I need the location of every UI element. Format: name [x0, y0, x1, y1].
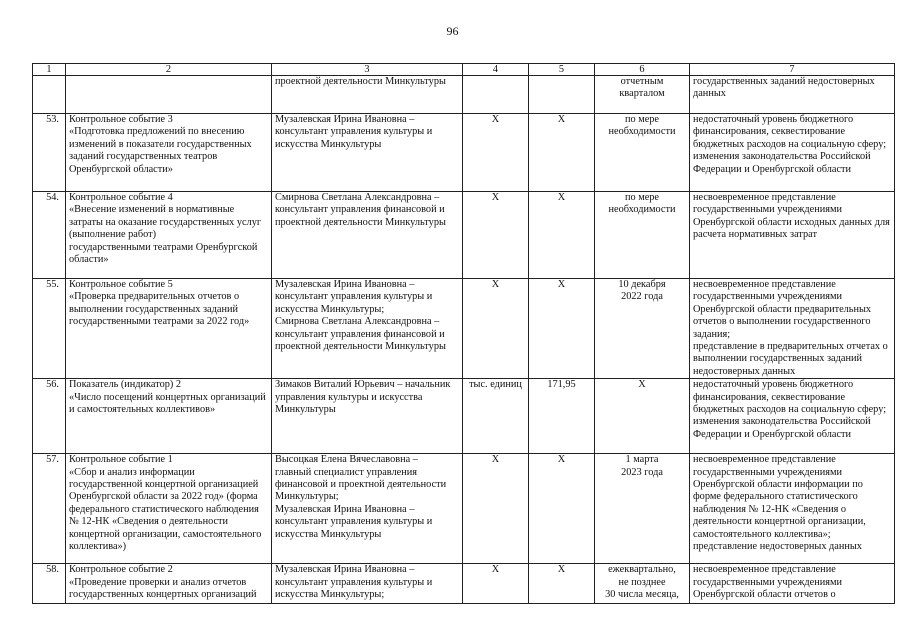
header-cell: 7	[690, 64, 895, 76]
value-cell: Х	[529, 454, 595, 564]
responsible-cell: Музалевская Ирина Ивановна – консультант управления культуры и искусства Минкультуры; Смирнова Светлана Александровна – консультант управления финансовой и проектной деятельности Минкультуры	[272, 279, 463, 379]
value-cell: Х	[529, 564, 595, 604]
unit-cell: Х	[463, 564, 529, 604]
event-cell: Контрольное событие 2 «Проведение проверки и анализ отчетов государственных концертных организаций	[66, 564, 272, 604]
row-number: 54.	[33, 192, 66, 279]
risk-cell: несвоевременное представление государственными учреждениями Оренбургской области предварительных отчетов о выполнении государственного задания; представление в предварительных отчетах о выполнении государственных заданий недостоверных данных	[690, 279, 895, 379]
responsible-cell: Музалевская Ирина Ивановна – консультант управления культуры и искусства Минкультуры;	[272, 564, 463, 604]
risk-cell: недостаточный уровень бюджетного финансирования, секвестирование бюджетных расходов на социальную сферу; изменения законодательства Российской Федерации и Оренбургской области	[690, 379, 895, 454]
event-cell: Контрольное событие 4 «Внесение изменений в нормативные затраты на оказание государственных услуг (выполнение работ) государственными театрами Оренбургской области»	[66, 192, 272, 279]
row-number: 58.	[33, 564, 66, 604]
table-row	[33, 564, 895, 604]
value-cell: Х	[529, 114, 595, 192]
table-row	[33, 114, 895, 192]
row-number	[33, 76, 66, 114]
unit-cell: Х	[463, 192, 529, 279]
value-cell: 171,95	[529, 379, 595, 454]
table-row	[33, 379, 895, 454]
header-cell: 4	[463, 64, 529, 76]
header-cell: 3	[272, 64, 463, 76]
term-cell: 10 декабря 2022 года	[595, 279, 690, 379]
term-cell: 1 марта 2023 года	[595, 454, 690, 564]
unit-cell: Х	[463, 114, 529, 192]
unit-cell: Х	[463, 279, 529, 379]
responsible-cell: Музалевская Ирина Ивановна – консультант управления культуры и искусства Минкультуры	[272, 114, 463, 192]
responsible-cell: Смирнова Светлана Александровна – консультант управления финансовой и проектной деятельности Минкультуры	[272, 192, 463, 279]
header-cell: 2	[66, 64, 272, 76]
table-row	[33, 192, 895, 279]
event-cell: Показатель (индикатор) 2 «Число посещений концертных организаций и самостоятельных коллективов»	[66, 379, 272, 454]
value-cell: Х	[529, 279, 595, 379]
page-number: 96	[446, 24, 459, 38]
risk-cell: недостаточный уровень бюджетного финансирования, секвестирование бюджетных расходов на социальную сферу; изменения законодательства Российской Федерации и Оренбургской области	[690, 114, 895, 192]
term-cell: по мере необходимости	[595, 192, 690, 279]
responsible-cell: проектной деятельности Минкультуры	[272, 76, 463, 114]
row-number: 57.	[33, 454, 66, 564]
header-cell: 5	[529, 64, 595, 76]
risk-cell: несвоевременное представление государственными учреждениями Оренбургской области исходных данных для расчета нормативных затрат	[690, 192, 895, 279]
unit-cell: тыс. единиц	[463, 379, 529, 454]
header-cell: 1	[33, 64, 66, 76]
event-cell: Контрольное событие 1 «Сбор и анализ информации государственной концертной организацией Оренбургской области за 2022 год» (форма федерального статистического наблюдения № 12-НК «Сведения о деятельности концертной организации, самостоятельного коллектива»)	[66, 454, 272, 564]
responsible-cell: Зимаков Виталий Юрьевич – начальник управления культуры и искусства Минкультуры	[272, 379, 463, 454]
term-cell: Х	[595, 379, 690, 454]
value-cell	[529, 76, 595, 114]
row-number: 55.	[33, 279, 66, 379]
header-cell: 6	[595, 64, 690, 76]
value-cell: Х	[529, 192, 595, 279]
header-row	[33, 64, 895, 76]
term-cell: отчетным кварталом	[595, 76, 690, 114]
event-cell: Контрольное событие 5 «Проверка предварительных отчетов о выполнении государственных заданий государственными театрами за 2022 год»	[66, 279, 272, 379]
event-cell	[66, 76, 272, 114]
event-cell: Контрольное событие 3 «Подготовка предложений по внесению изменений в показатели государственных заданий государственных театров Оренбургской области»	[66, 114, 272, 192]
risk-cell: несвоевременное представление государственными учреждениями Оренбургской области информации по форме федерального статистического наблюдения № 12-НК «Сведения о деятельности концертной организации, самостоятельного коллектива»; представление недостоверных данных	[690, 454, 895, 564]
unit-cell	[463, 76, 529, 114]
row-number: 56.	[33, 379, 66, 454]
term-cell: ежеквартально, не позднее 30 числа месяца,	[595, 564, 690, 604]
row-number: 53.	[33, 114, 66, 192]
table-row	[33, 279, 895, 379]
responsible-cell: Высоцкая Елена Вячеславовна – главный специалист управления финансовой и проектной деятельности Минкультуры; Музалевская Ирина Ивановна – консультант управления культуры и искусства Минкультуры	[272, 454, 463, 564]
plan-table	[32, 63, 895, 604]
table-row	[33, 76, 895, 114]
risk-cell: несвоевременное представление государственными учреждениями Оренбургской области отчетов о	[690, 564, 895, 604]
table-row	[33, 454, 895, 564]
risk-cell: государственных заданий недостоверных данных	[690, 76, 895, 114]
unit-cell: Х	[463, 454, 529, 564]
term-cell: по мере необходимости	[595, 114, 690, 192]
